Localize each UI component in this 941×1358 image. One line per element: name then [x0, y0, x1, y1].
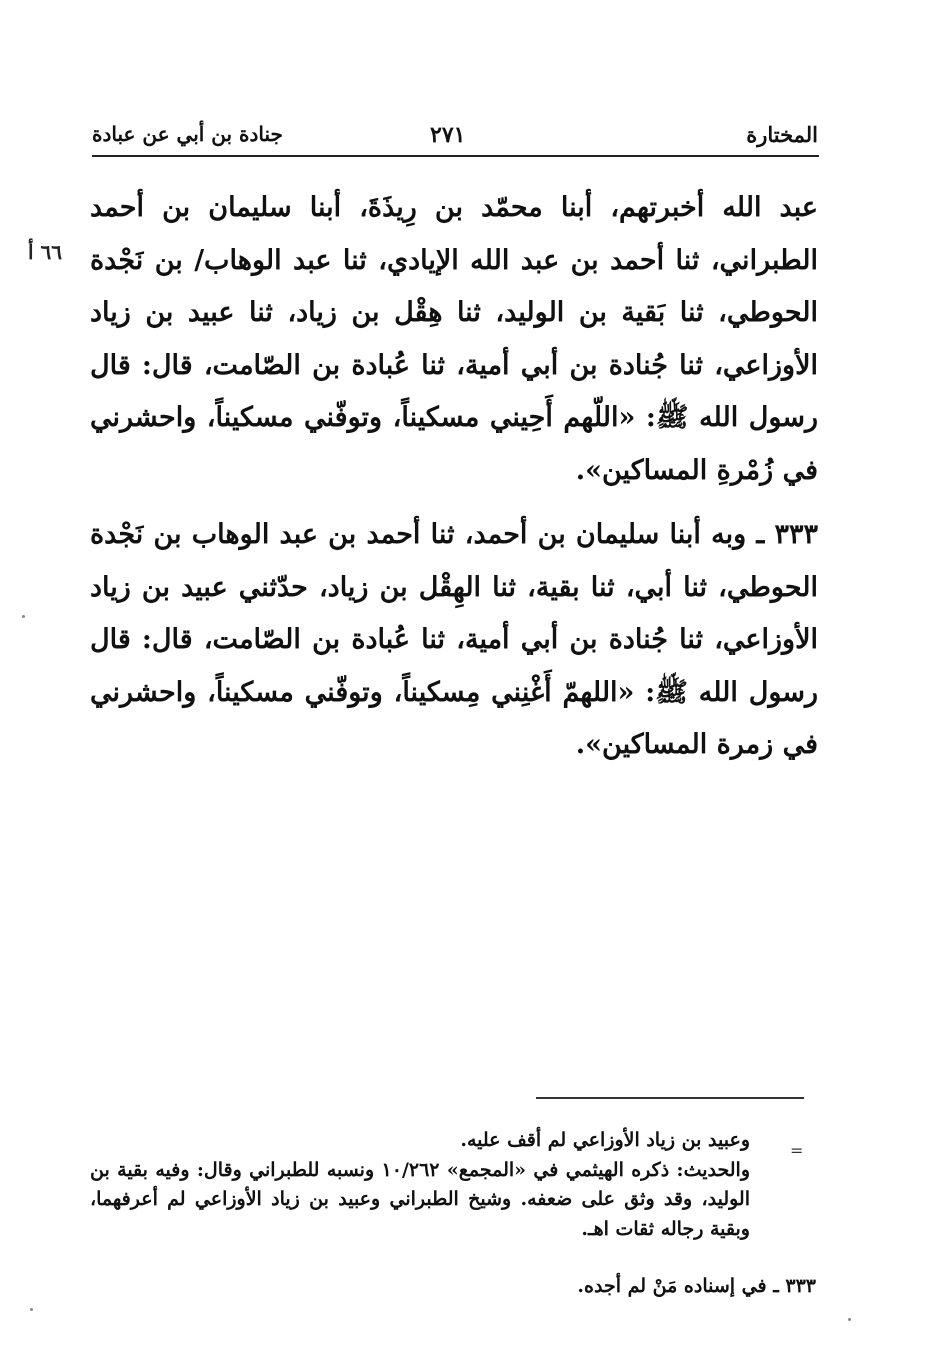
footnote-333: ٣٣٣ ـ في إسناده مَنْ لم أجده. [577, 1275, 816, 1297]
hadith-paragraph-333: ٣٣٣ ـ وبه أبنا سليمان بن أحمد، ثنا أحمد بن عبد الوهاب بن نَجْدة الحوطي، ثنا أبي، ثنا بقية، ثنا الهِقْل بن زياد، حدّثني عبيد بن زياد الأوزاعي، ثنا جُنادة بن أبي أمية، ثنا عُبادة بن الصّامت، قال: قال رسول الله ﷺ: «اللهمّ أَغْنِني مِسكيناً، وتوفّني مسكيناً، واحشرني في زمرة المساكين». [90, 519, 818, 760]
scan-speck [22, 615, 25, 618]
chapter-title: جنادة بن أبي عن عبادة [92, 122, 283, 146]
book-title: المختارة [746, 122, 818, 147]
footnotes [90, 1126, 750, 1244]
hadith-paragraph: عبد الله أخبرتهم، أبنا محمّد بن رِيذَةَ، أبنا سليمان بن أحمد الطبراني، ثنا أحمد بن عبد الله الإيادي، ثنا عبد الوهاب/ بن نَجْدة الحوطي، ثنا بَقية بن الوليد، ثنا هِقْل بن زياد، ثنا عبيد بن زياد الأوزاعي، ثنا جُنادة بن أبي أمية، ثنا عُبادة بن الصّامت، قال: قال رسول الله ﷺ: «اللّهم أَحِيني مسكيناً، وتوفّني مسكيناً، واحشرني في زُمْرةِ المساكين». [90, 192, 818, 486]
header-divider [92, 155, 819, 157]
scan-speck [30, 1308, 33, 1311]
footnote-divider [536, 1097, 804, 1099]
footnote-paragraph: والحديث: ذكره الهيثمي في «المجمع» ١٠/٢٦٢ ونسبه للطبراني وقال: وفيه بقية بن الوليد، وقد وثق على ضعفه. وشيخ الطبراني وعبيد بن زياد الأوزاعي لم أعرفهما، وبقية رجاله ثقات اهـ. [90, 1158, 750, 1240]
running-header [92, 122, 818, 156]
page-number: ٢٧١ [430, 122, 466, 148]
manuscript-folio-note: ٦٦ أ [28, 240, 63, 264]
footnote-continuation-marker: = [790, 1141, 804, 1160]
scan-speck [848, 1318, 851, 1321]
main-text [90, 182, 818, 772]
footnote-line: وعبيد بن زياد الأوزاعي لم أقف عليه. [460, 1129, 750, 1151]
